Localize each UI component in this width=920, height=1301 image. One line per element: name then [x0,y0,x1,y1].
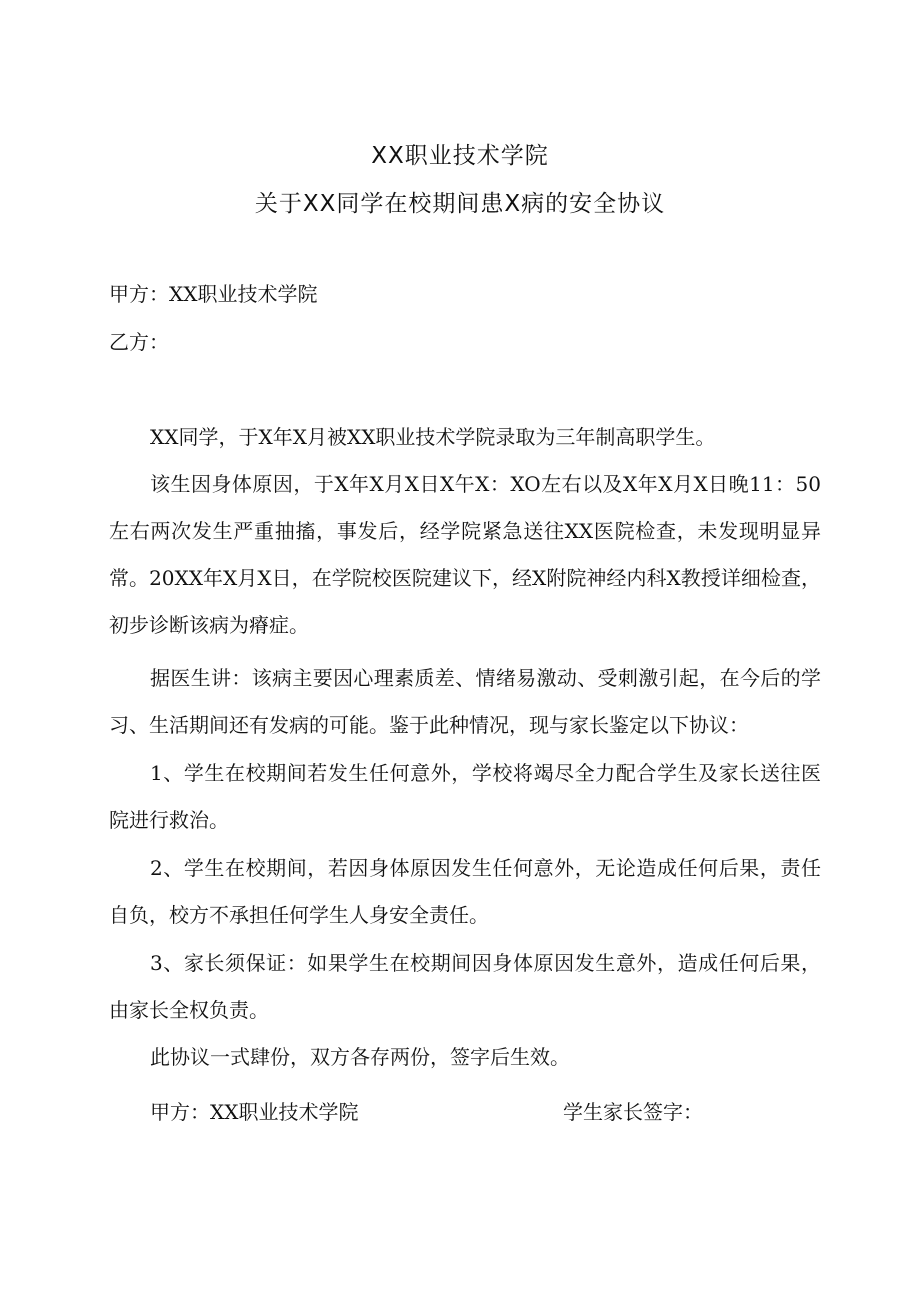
clause-3: 3、家长须保证：如果学生在校期间因身体原因发生意外，造成任何后果，由家长全权负责。 [109,951,821,1022]
school-title: XX职业技术学院 [371,143,549,169]
signature-parent: 学生家长签字： [563,1100,703,1124]
effect-paragraph: 此协议一式肆份，双方各存两份，签字后生效。 [150,1045,570,1069]
agreement-title: 关于XX同学在校期间患X病的安全协议 [254,191,666,217]
signature-party-a: 甲方：XX职业技术学院 [150,1100,359,1124]
intro-paragraph: XX同学，于X年X月被XX职业技术学院录取为三年制高职学生。 [150,425,716,449]
party-a: 甲方：XX职业技术学院 [109,282,318,306]
clause-2: 2、学生在校期间，若因身体原因发生任何意外，无论造成任何后果，责任自负，校方不承担任何学生人身安全责任。 [109,856,821,927]
doctor-paragraph: 据医生讲：该病主要因心理素质差、情绪易激动、受刺激引起，在今后的学习、生活期间还有发病的可能。鉴于此种情况，现与家长鉴定以下协议： [109,666,821,737]
clause-1: 1、学生在校期间若发生任何意外，学校将竭尽全力配合学生及家长送往医院进行救治。 [109,761,821,832]
cause-paragraph: 该生因身体原因，于X年X月X日X午X：XO左右以及X年X月X日晚11：50左右两次发生严重抽搐，事发后，经学院紧急送往XX医院检查，未发现明显异常。20XX年X月X日，在学院校医院建议下，经X附院神经内科X教授详细检查，初步诊断该病为瘠症。 [109,472,821,637]
party-b: 乙方： [109,330,169,354]
